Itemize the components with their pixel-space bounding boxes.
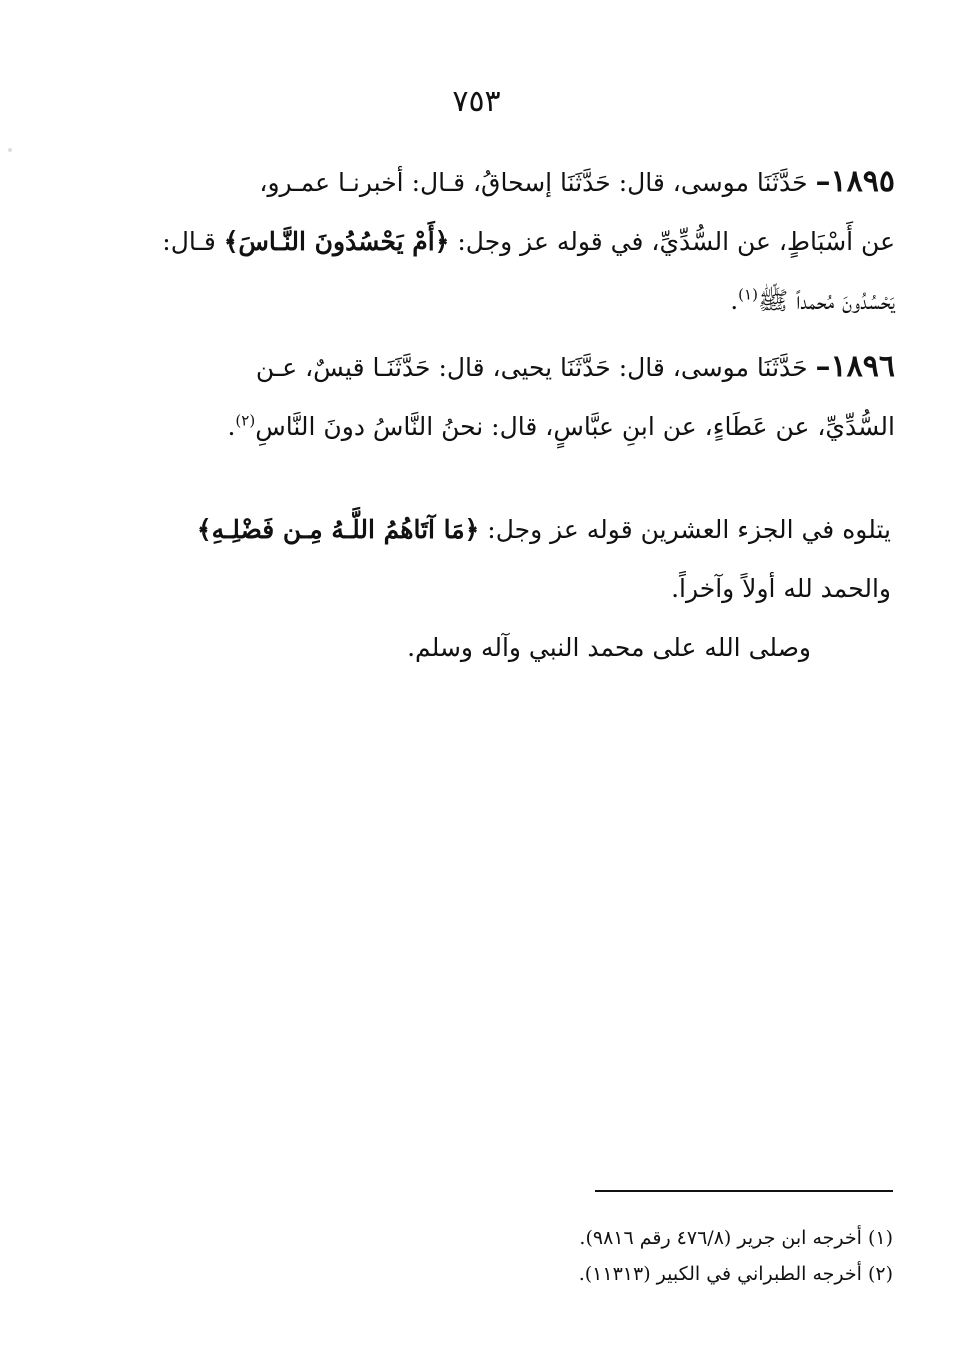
- page-number: ٧٥٣: [452, 84, 501, 119]
- hadith-text: يَحْسُدُونَ مُحمداً ﷺ: [757, 286, 895, 315]
- closing-line-1: [56, 500, 891, 559]
- scan-speck: [8, 148, 12, 152]
- hadith-1896: [53, 337, 895, 456]
- hadith-1896-line-1: [53, 337, 895, 397]
- quran-quote: ﴿مَا آتَاهُمُ اللَّـهُ مِـن فَضْلِـهِ﴾: [196, 515, 480, 544]
- hadith-1895-line-3: [53, 271, 895, 330]
- hadith-1895-line-2: [53, 212, 895, 271]
- hadith-text: حَدَّثَنَا موسى، قال: حَدَّثَنَا إسحاقُ، قـال: أخبرنـا عمـرو،: [259, 168, 816, 197]
- hadith-text-end: .: [227, 412, 236, 441]
- footnote-1: (١) أخرجه ابن جرير (٤٧٦/٨ رقم ٩٨١٦).: [579, 1227, 893, 1249]
- hadith-dash: –: [815, 164, 831, 199]
- hadith-text: السُّدِّيِّ، عن عَطَاءٍ، عن ابنِ عبَّاسٍ، قال: نحنُ النَّاسُ دونَ النَّاسِ: [255, 412, 895, 441]
- footnotes: [333, 1220, 893, 1292]
- hadith-text: حَدَّثَنَا موسى، قال: حَدَّثَنَا يحيى، قال: حَدَّثَنَـا قيسٌ، عـن: [255, 353, 816, 382]
- closing-line-3: وصلى الله على محمد النبي وآله وسلم.: [407, 633, 811, 662]
- hadith-text: قـال:: [162, 227, 224, 256]
- hadith-text-end: .: [730, 286, 739, 315]
- quran-quote: ﴿أَمْ يَحْسُدُونَ النَّـاسَ﴾: [223, 227, 450, 256]
- closing-text: يتلوه في الجزء العشرين قوله عز وجل:: [479, 515, 891, 544]
- footnote-divider: [595, 1190, 893, 1192]
- hadith-1895-line-1: [53, 152, 895, 212]
- hadith-1895: [53, 152, 895, 330]
- footnote-2: (٢) أخرجه الطبراني في الكبير (١١٣١٣).: [578, 1263, 893, 1285]
- hadith-number: ١٨٩٥: [830, 164, 895, 199]
- footnote-reference: (٢): [235, 411, 256, 430]
- hadith-text: عن أَسْبَاطٍ، عن السُّدِّيِّ، في قوله عز وجل:: [449, 227, 895, 256]
- footnote-reference: (١): [738, 285, 758, 304]
- hadith-number: ١٨٩٦: [830, 349, 895, 384]
- closing-block: [56, 500, 891, 677]
- hadith-dash: –: [815, 349, 831, 384]
- closing-line-2: والحمد لله أولاً وآخراً.: [671, 574, 891, 603]
- hadith-1896-line-2: [53, 397, 895, 456]
